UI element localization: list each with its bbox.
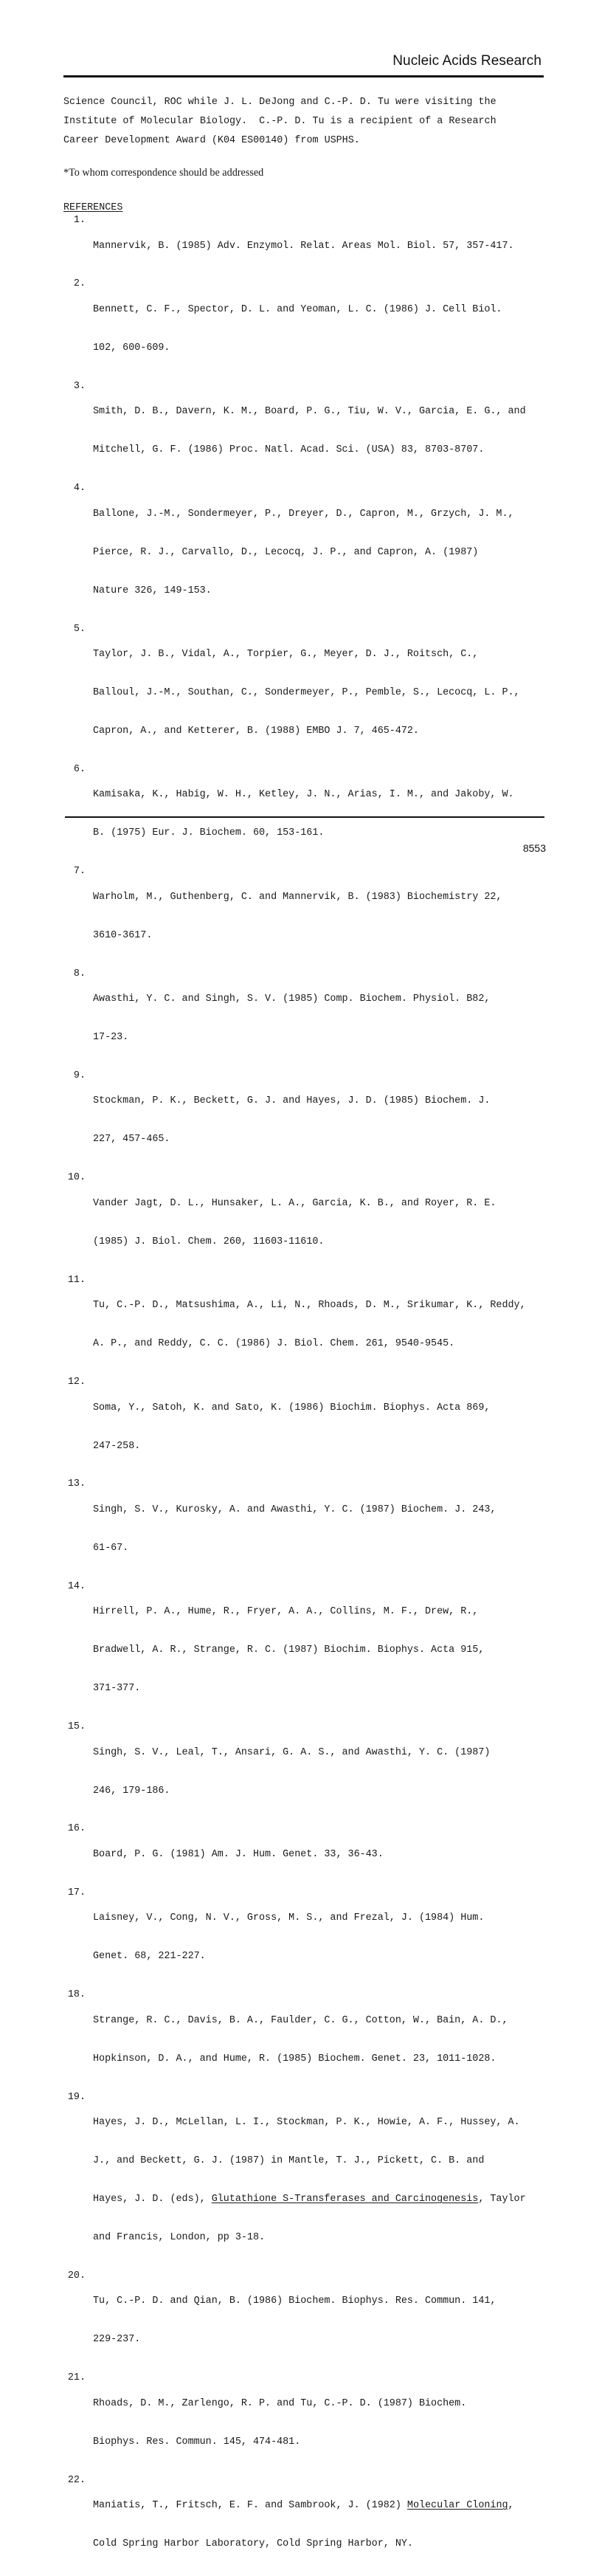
reference-number: 21. <box>67 2372 86 2384</box>
reference-text <box>93 2270 550 2372</box>
reference-text <box>93 1376 550 1478</box>
reference-number: 15. <box>67 1721 86 1733</box>
reference-segment: Maniatis, T., Fritsch, E. F. and Sambrook, J. (1982) <box>93 2500 407 2512</box>
reference-line: (1985) J. Biol. Chem. 260, 11603-11610. <box>93 1236 325 1247</box>
reference-number: 9. <box>73 1070 86 1081</box>
reference-item <box>63 214 550 278</box>
reference-number: 5. <box>73 623 86 635</box>
page-number: 8553 <box>522 842 546 854</box>
reference-line: and Francis, London, pp 3-18. <box>93 2231 266 2243</box>
reference-number: 8. <box>73 968 86 979</box>
reference-number: 19. <box>67 2091 86 2103</box>
reference-item <box>63 1376 550 1478</box>
reference-line: Tu, C.-P. D. and Qian, B. (1986) Biochem. Biophys. Res. Commun. 141, <box>93 2296 497 2307</box>
reference-text <box>93 1171 550 1273</box>
reference-text <box>93 1822 550 1886</box>
reference-segment: , Taylor <box>478 2194 526 2205</box>
reference-text <box>93 1478 550 1580</box>
reference-item <box>63 763 550 865</box>
reference-text <box>93 1580 550 1721</box>
reference-number: 11. <box>67 1274 86 1286</box>
reference-text <box>93 1988 550 2090</box>
reference-item <box>63 1580 550 1721</box>
reference-line: Mitchell, G. F. (1986) Proc. Natl. Acad. Sci. (USA) 83, 8703-8707. <box>93 444 485 456</box>
reference-number: 22. <box>67 2474 86 2486</box>
reference-item <box>63 2474 550 2576</box>
reference-text <box>93 623 550 763</box>
reference-segment: , <box>508 2500 514 2512</box>
acknowledgement-line: Institute of Molecular Biology. C.-P. D. Tu is a recipient of a Research <box>63 116 497 127</box>
reference-line: Warholm, M., Guthenberg, C. and Mannervik, B. (1983) Biochemistry 22, <box>93 891 502 903</box>
reference-number: 4. <box>73 483 86 495</box>
reference-line: Hayes, J. D., McLellan, L. I., Stockman, P. K., Howie, A. F., Hussey, A. <box>93 2117 520 2129</box>
reference-line: Taylor, J. B., Vidal, A., Torpier, G., Meyer, D. J., Roitsch, C., <box>93 649 479 661</box>
reference-text <box>93 278 550 379</box>
reference-line: Vander Jagt, D. L., Hunsaker, L. A., Garcia, K. B., and Royer, R. E. <box>93 1197 497 1209</box>
reference-number: 12. <box>67 1377 86 1388</box>
reference-line: A. P., and Reddy, C. C. (1986) J. Biol. Chem. 261, 9540-9545. <box>93 1338 455 1350</box>
reference-line: Kamisaka, K., Habig, W. H., Ketley, J. N., Arias, I. M., and Jakoby, W. <box>93 789 514 801</box>
reference-text <box>93 1887 550 1988</box>
reference-line <box>93 2499 550 2512</box>
reference-line: 247-258. <box>93 1440 141 1452</box>
reference-line: Genet. 68, 221-227. <box>93 1951 206 1963</box>
reference-number: 7. <box>73 866 86 878</box>
footer-rule <box>65 816 544 818</box>
reference-text <box>93 214 550 278</box>
book-title: Glutathione S-Transferases and Carcinogenesis <box>211 2194 479 2205</box>
reference-number: 14. <box>67 1580 86 1592</box>
journal-title: Nucleic Acids Research <box>392 53 542 69</box>
acknowledgement-line: Career Development Award (K04 ES00140) from USPHS. <box>63 135 360 146</box>
references-list <box>63 214 550 2576</box>
reference-line: 371-377. <box>93 1683 141 1695</box>
reference-line: Ballone, J.-M., Sondermeyer, P., Dreyer, D., Capron, M., Grzych, J. M., <box>93 508 514 520</box>
reference-line: Tu, C.-P. D., Matsushima, A., Li, N., Rhoads, D. M., Srikumar, K., Reddy, <box>93 1300 526 1312</box>
reference-number: 17. <box>67 1887 86 1898</box>
acknowledgement-paragraph <box>63 93 550 151</box>
reference-line: Laisney, V., Cong, N. V., Gross, M. S., and Frezal, J. (1984) Hum. <box>93 1912 485 1924</box>
reference-number: 1. <box>73 215 86 226</box>
reference-item <box>63 1070 550 1171</box>
reference-item <box>63 1721 550 1822</box>
reference-line: 17-23. <box>93 1032 129 1043</box>
reference-text <box>93 1274 550 1376</box>
reference-line: Capron, A., and Ketterer, B. (1988) EMBO J. 7, 465-472. <box>93 725 419 737</box>
reference-line: B. (1975) Eur. J. Biochem. 60, 153-161. <box>93 827 325 839</box>
reference-item <box>63 1887 550 1988</box>
reference-number: 3. <box>73 380 86 392</box>
reference-line: Biophys. Res. Commun. 145, 474-481. <box>93 2436 301 2448</box>
reference-text <box>93 865 550 967</box>
header-rule <box>63 75 544 78</box>
reference-number: 10. <box>67 1172 86 1184</box>
reference-number: 18. <box>67 1989 86 2001</box>
reference-line: Bennett, C. F., Spector, D. L. and Yeoman, L. C. (1986) J. Cell Biol. <box>93 304 502 316</box>
reference-line: Hirrell, P. A., Hume, R., Fryer, A. A., Collins, M. F., Drew, R., <box>93 1606 479 1618</box>
reference-number: 6. <box>73 763 86 775</box>
reference-segment: Hayes, J. D. (eds), <box>93 2194 212 2205</box>
reference-item <box>63 380 550 482</box>
reference-text <box>93 2091 550 2270</box>
reference-number: 20. <box>67 2270 86 2281</box>
reference-item <box>63 2091 550 2270</box>
reference-item <box>63 2270 550 2372</box>
reference-line: Balloul, J.-M., Southan, C., Sondermeyer, P., Pemble, S., Lecocq, L. P., <box>93 686 520 698</box>
reference-text <box>93 1721 550 1822</box>
reference-text <box>93 2372 550 2473</box>
reference-item <box>63 865 550 967</box>
reference-item <box>63 1478 550 1580</box>
reference-number: 2. <box>73 278 86 290</box>
reference-line: 3610-3617. <box>93 929 153 941</box>
reference-line: Rhoads, D. M., Zarlengo, R. P. and Tu, C.-P. D. (1987) Biochem. <box>93 2397 467 2409</box>
reference-line: 102, 600-609. <box>93 342 170 354</box>
reference-line: 227, 457-465. <box>93 1134 170 1146</box>
reference-item <box>63 2372 550 2473</box>
reference-number: 13. <box>67 1478 86 1490</box>
reference-line: Smith, D. B., Davern, K. M., Board, P. G., Tiu, W. V., Garcia, E. G., and <box>93 406 526 418</box>
reference-text <box>93 968 550 1070</box>
reference-line: Nature 326, 149-153. <box>93 585 212 596</box>
reference-line: 246, 179-186. <box>93 1785 170 1797</box>
reference-line: Singh, S. V., Kurosky, A. and Awasthi, Y. C. (1987) Biochem. J. 243, <box>93 1504 497 1515</box>
reference-line: Hopkinson, D. A., and Hume, R. (1985) Biochem. Genet. 23, 1011-1028. <box>93 2053 497 2064</box>
correspondence-footnote: *To whom correspondence should be addressed <box>63 167 264 179</box>
reference-line: Pierce, R. J., Carvallo, D., Lecocq, J. P., and Capron, A. (1987) <box>93 546 479 558</box>
reference-line: Cold Spring Harbor Laboratory, Cold Spring Harbor, NY. <box>93 2538 413 2550</box>
reference-text <box>93 1070 550 1171</box>
reference-line: Singh, S. V., Leal, T., Ansari, G. A. S., and Awasthi, Y. C. (1987) <box>93 1746 491 1758</box>
reference-text <box>93 380 550 482</box>
reference-line: J., and Beckett, G. J. (1987) in Mantle, T. J., Pickett, C. B. and <box>93 2155 485 2167</box>
reference-item <box>63 1171 550 1273</box>
reference-line: Stockman, P. K., Beckett, G. J. and Hayes, J. D. (1985) Biochem. J. <box>93 1095 491 1107</box>
reference-line: Awasthi, Y. C. and Singh, S. V. (1985) Comp. Biochem. Physiol. B82, <box>93 993 491 1005</box>
reference-line: Strange, R. C., Davis, B. A., Faulder, C. G., Cotton, W., Bain, A. D., <box>93 2014 508 2026</box>
reference-text <box>93 482 550 622</box>
book-title: Molecular Cloning <box>406 2500 508 2512</box>
reference-item <box>63 278 550 379</box>
reference-item <box>63 968 550 1070</box>
reference-item <box>63 1822 550 1886</box>
reference-text <box>93 763 550 865</box>
reference-item <box>63 482 550 622</box>
reference-line: Soma, Y., Satoh, K. and Sato, K. (1986) Biochim. Biophys. Acta 869, <box>93 1402 491 1413</box>
acknowledgement-line: Science Council, ROC while J. L. DeJong and C.-P. D. Tu were visiting the <box>63 97 497 108</box>
reference-line: Mannervik, B. (1985) Adv. Enzymol. Relat. Areas Mol. Biol. 57, 357-417. <box>93 240 514 252</box>
reference-line: 61-67. <box>93 1542 129 1554</box>
reference-item <box>63 1274 550 1376</box>
references-heading: REFERENCES <box>63 202 123 213</box>
reference-line: Board, P. G. (1981) Am. J. Hum. Genet. 33, 36-43. <box>93 1849 384 1860</box>
reference-line <box>93 2193 550 2205</box>
reference-text <box>93 2474 550 2576</box>
reference-line: Bradwell, A. R., Strange, R. C. (1987) Biochim. Biophys. Acta 915, <box>93 1645 485 1656</box>
reference-number: 16. <box>67 1823 86 1835</box>
reference-line: 229-237. <box>93 2334 141 2346</box>
reference-item <box>63 1988 550 2090</box>
reference-item <box>63 623 550 763</box>
